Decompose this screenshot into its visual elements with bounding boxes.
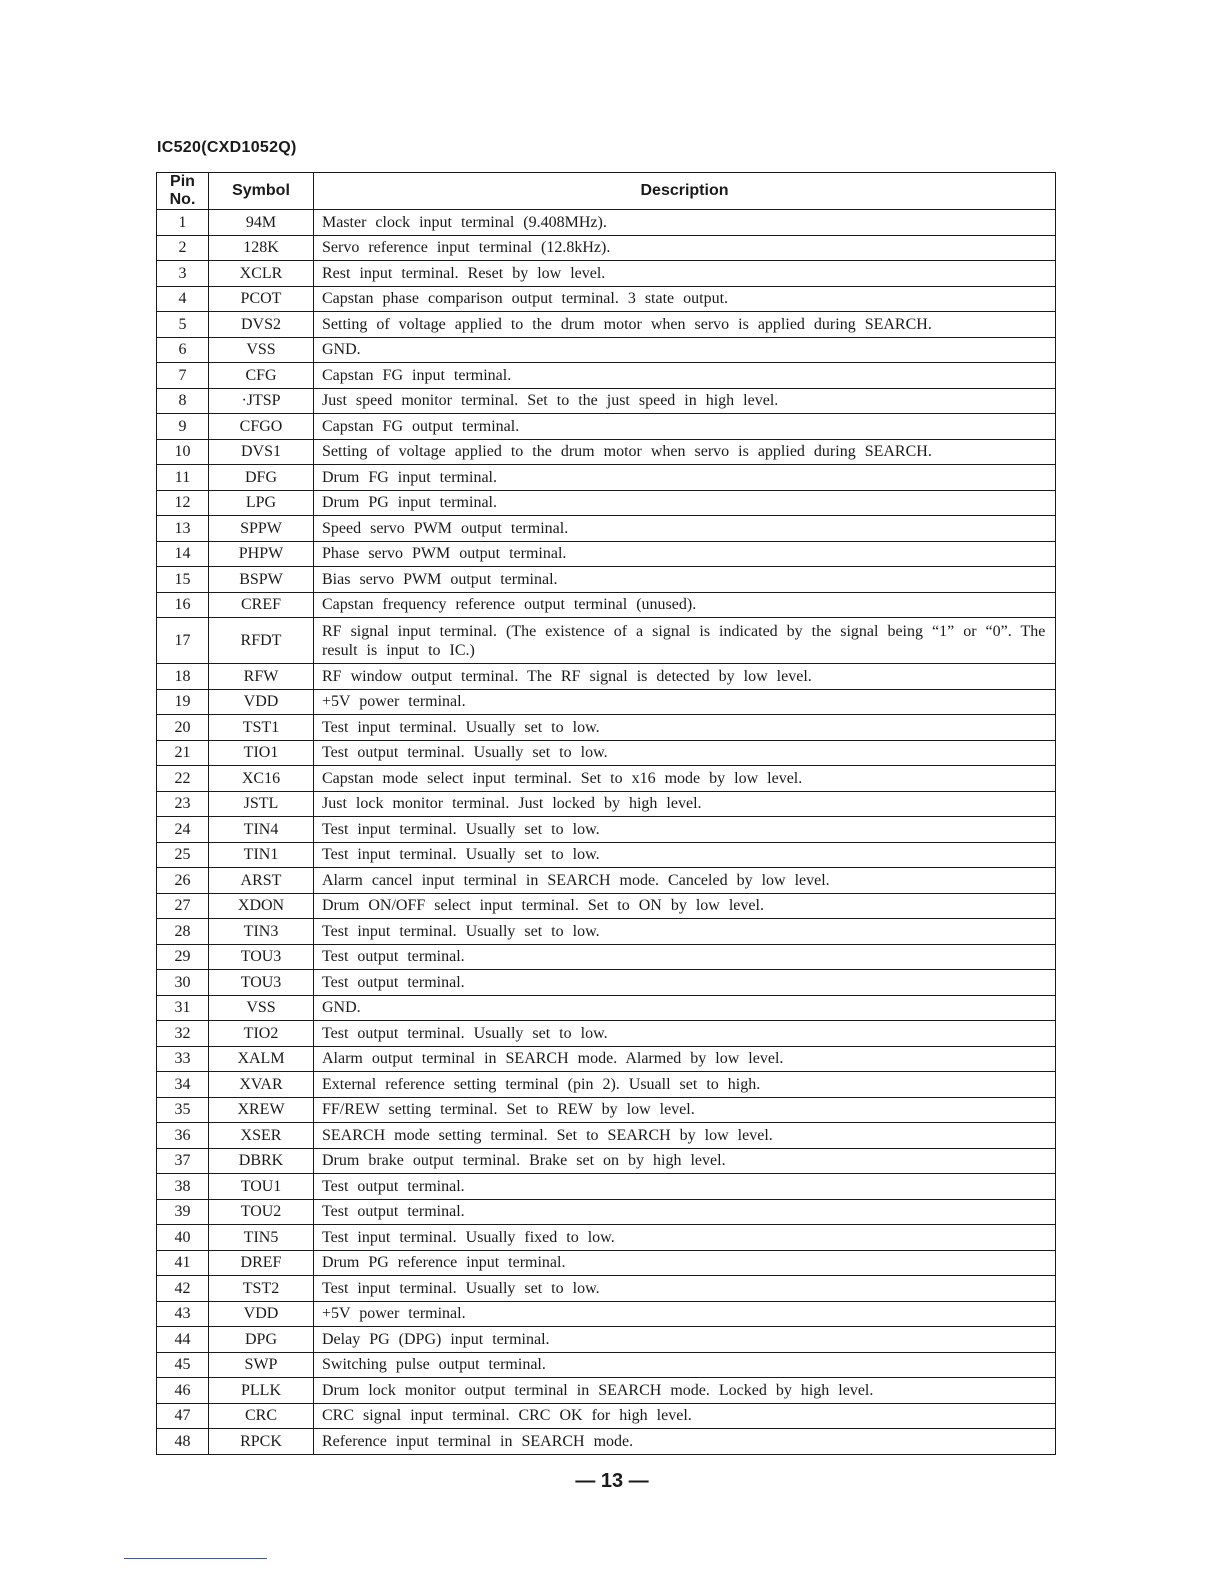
symbol-cell: VSS bbox=[209, 995, 314, 1021]
pin-number-cell: 2 bbox=[157, 235, 209, 261]
symbol-cell: PHPW bbox=[209, 541, 314, 567]
symbol-cell: RFDT bbox=[209, 618, 314, 664]
table-row bbox=[157, 1097, 1056, 1123]
table-row bbox=[157, 312, 1056, 338]
table-row bbox=[157, 1250, 1056, 1276]
symbol-cell: TIO1 bbox=[209, 740, 314, 766]
description-cell: Alarm output terminal in SEARCH mode. Alarmed by low level. bbox=[314, 1046, 1056, 1072]
description-cell: Drum FG input terminal. bbox=[314, 465, 1056, 491]
pin-number-cell: 48 bbox=[157, 1429, 209, 1455]
pin-number-cell: 15 bbox=[157, 567, 209, 593]
description-cell: Capstan mode select input terminal. Set to x16 mode by low level. bbox=[314, 766, 1056, 792]
table-row bbox=[157, 363, 1056, 389]
description-cell: Reference input terminal in SEARCH mode. bbox=[314, 1429, 1056, 1455]
table-row bbox=[157, 1021, 1056, 1047]
pin-number-cell: 39 bbox=[157, 1199, 209, 1225]
description-cell: Test output terminal. Usually set to low. bbox=[314, 1021, 1056, 1047]
symbol-cell: DFG bbox=[209, 465, 314, 491]
description-cell: Setting of voltage applied to the drum motor when servo is applied during SEARCH. bbox=[314, 312, 1056, 338]
pin-number-cell: 22 bbox=[157, 766, 209, 792]
description-cell: Rest input terminal. Reset by low level. bbox=[314, 261, 1056, 287]
description-cell: Drum PG input terminal. bbox=[314, 490, 1056, 516]
symbol-cell: SWP bbox=[209, 1352, 314, 1378]
description-cell: Alarm cancel input terminal in SEARCH mode. Canceled by low level. bbox=[314, 868, 1056, 894]
description-cell: Drum lock monitor output terminal in SEARCH mode. Locked by high level. bbox=[314, 1378, 1056, 1404]
table-row bbox=[157, 689, 1056, 715]
table-row bbox=[157, 618, 1056, 664]
pin-number-cell: 7 bbox=[157, 363, 209, 389]
pin-number-cell: 45 bbox=[157, 1352, 209, 1378]
description-cell: Switching pulse output terminal. bbox=[314, 1352, 1056, 1378]
table-row bbox=[157, 919, 1056, 945]
description-cell: Capstan phase comparison output terminal. 3 state output. bbox=[314, 286, 1056, 312]
pin-number-cell: 25 bbox=[157, 842, 209, 868]
pin-no-header: Pin No. bbox=[157, 173, 209, 210]
pin-number-cell: 20 bbox=[157, 715, 209, 741]
table-row bbox=[157, 1352, 1056, 1378]
table-row bbox=[157, 817, 1056, 843]
pin-number-cell: 23 bbox=[157, 791, 209, 817]
pin-number-cell: 28 bbox=[157, 919, 209, 945]
pin-number-cell: 14 bbox=[157, 541, 209, 567]
symbol-cell: TST2 bbox=[209, 1276, 314, 1302]
page-number: — 13 — bbox=[575, 1470, 649, 1492]
pin-number-cell: 37 bbox=[157, 1148, 209, 1174]
symbol-cell: ·JTSP bbox=[209, 388, 314, 414]
pin-number-cell: 47 bbox=[157, 1403, 209, 1429]
table-row bbox=[157, 592, 1056, 618]
symbol-cell: TIO2 bbox=[209, 1021, 314, 1047]
description-cell: +5V power terminal. bbox=[314, 689, 1056, 715]
table-row bbox=[157, 1327, 1056, 1353]
pin-number-cell: 43 bbox=[157, 1301, 209, 1327]
description-cell: RF signal input terminal. (The existence of a signal is indicated by the signal being “1” or “0”. The result is input to IC.) bbox=[314, 618, 1056, 664]
table-row bbox=[157, 1429, 1056, 1455]
pin-number-cell: 35 bbox=[157, 1097, 209, 1123]
footer-link-underline bbox=[124, 1558, 267, 1559]
symbol-cell: VDD bbox=[209, 1301, 314, 1327]
section-title: IC520(CXD1052Q) bbox=[157, 139, 297, 156]
pin-number-cell: 3 bbox=[157, 261, 209, 287]
table-row bbox=[157, 766, 1056, 792]
symbol-cell: DVS2 bbox=[209, 312, 314, 338]
symbol-cell: TIN4 bbox=[209, 817, 314, 843]
table-row bbox=[157, 235, 1056, 261]
symbol-cell: XREW bbox=[209, 1097, 314, 1123]
table-row bbox=[157, 490, 1056, 516]
pin-number-cell: 33 bbox=[157, 1046, 209, 1072]
pin-number-cell: 6 bbox=[157, 337, 209, 363]
symbol-cell: XC16 bbox=[209, 766, 314, 792]
pin-number-cell: 13 bbox=[157, 516, 209, 542]
description-cell: GND. bbox=[314, 995, 1056, 1021]
symbol-cell: TIN3 bbox=[209, 919, 314, 945]
symbol-cell: TOU1 bbox=[209, 1174, 314, 1200]
pin-number-cell: 1 bbox=[157, 210, 209, 236]
table-row bbox=[157, 1046, 1056, 1072]
description-cell: Speed servo PWM output terminal. bbox=[314, 516, 1056, 542]
pin-number-cell: 44 bbox=[157, 1327, 209, 1353]
description-cell: Drum ON/OFF select input terminal. Set to ON by low level. bbox=[314, 893, 1056, 919]
table-row bbox=[157, 791, 1056, 817]
symbol-cell: ARST bbox=[209, 868, 314, 894]
description-cell: Drum brake output terminal. Brake set on by high level. bbox=[314, 1148, 1056, 1174]
description-cell: Test output terminal. bbox=[314, 1174, 1056, 1200]
description-cell: RF window output terminal. The RF signal is detected by low level. bbox=[314, 664, 1056, 690]
pin-number-cell: 38 bbox=[157, 1174, 209, 1200]
symbol-cell: CRC bbox=[209, 1403, 314, 1429]
symbol-cell: RFW bbox=[209, 664, 314, 690]
description-header: Description bbox=[314, 173, 1056, 210]
symbol-cell: DVS1 bbox=[209, 439, 314, 465]
pin-number-cell: 32 bbox=[157, 1021, 209, 1047]
description-cell: Capstan FG output terminal. bbox=[314, 414, 1056, 440]
symbol-cell: TOU3 bbox=[209, 970, 314, 996]
description-cell: Test input terminal. Usually set to low. bbox=[314, 715, 1056, 741]
symbol-cell: 94M bbox=[209, 210, 314, 236]
pin-number-cell: 29 bbox=[157, 944, 209, 970]
pin-number-cell: 8 bbox=[157, 388, 209, 414]
pin-number-cell: 9 bbox=[157, 414, 209, 440]
table-row bbox=[157, 439, 1056, 465]
table-row bbox=[157, 842, 1056, 868]
table-header-row bbox=[157, 173, 1056, 210]
table-row bbox=[157, 388, 1056, 414]
description-cell: Test output terminal. bbox=[314, 970, 1056, 996]
table-row bbox=[157, 1276, 1056, 1302]
symbol-header: Symbol bbox=[209, 173, 314, 210]
symbol-cell: TST1 bbox=[209, 715, 314, 741]
table-row bbox=[157, 1403, 1056, 1429]
symbol-cell: XVAR bbox=[209, 1072, 314, 1098]
symbol-cell: PCOT bbox=[209, 286, 314, 312]
description-cell: Drum PG reference input terminal. bbox=[314, 1250, 1056, 1276]
description-cell: Just speed monitor terminal. Set to the just speed in high level. bbox=[314, 388, 1056, 414]
symbol-cell: XSER bbox=[209, 1123, 314, 1149]
pin-number-cell: 12 bbox=[157, 490, 209, 516]
table-row bbox=[157, 715, 1056, 741]
table-row bbox=[157, 516, 1056, 542]
pin-number-cell: 26 bbox=[157, 868, 209, 894]
table-row bbox=[157, 567, 1056, 593]
symbol-cell: CREF bbox=[209, 592, 314, 618]
pin-number-cell: 18 bbox=[157, 664, 209, 690]
description-cell: External reference setting terminal (pin 2). Usuall set to high. bbox=[314, 1072, 1056, 1098]
symbol-cell: TIN1 bbox=[209, 842, 314, 868]
symbol-cell: LPG bbox=[209, 490, 314, 516]
symbol-cell: DBRK bbox=[209, 1148, 314, 1174]
pin-number-cell: 10 bbox=[157, 439, 209, 465]
table-row bbox=[157, 210, 1056, 236]
pin-number-cell: 11 bbox=[157, 465, 209, 491]
description-cell: Test input terminal. Usually set to low. bbox=[314, 1276, 1056, 1302]
pin-number-cell: 36 bbox=[157, 1123, 209, 1149]
pin-number-cell: 42 bbox=[157, 1276, 209, 1302]
pin-number-cell: 40 bbox=[157, 1225, 209, 1251]
pin-number-cell: 24 bbox=[157, 817, 209, 843]
pin-number-cell: 21 bbox=[157, 740, 209, 766]
symbol-cell: DPG bbox=[209, 1327, 314, 1353]
table-row bbox=[157, 970, 1056, 996]
table-row bbox=[157, 1301, 1056, 1327]
description-cell: Setting of voltage applied to the drum motor when servo is applied during SEARCH. bbox=[314, 439, 1056, 465]
pin-number-cell: 30 bbox=[157, 970, 209, 996]
table-row bbox=[157, 541, 1056, 567]
symbol-cell: VSS bbox=[209, 337, 314, 363]
description-cell: Test input terminal. Usually set to low. bbox=[314, 842, 1056, 868]
table-body bbox=[157, 210, 1056, 1455]
description-cell: Test input terminal. Usually fixed to low. bbox=[314, 1225, 1056, 1251]
table-row bbox=[157, 286, 1056, 312]
table-row bbox=[157, 337, 1056, 363]
table-row bbox=[157, 944, 1056, 970]
pin-number-cell: 4 bbox=[157, 286, 209, 312]
symbol-cell: XALM bbox=[209, 1046, 314, 1072]
description-cell: CRC signal input terminal. CRC OK for high level. bbox=[314, 1403, 1056, 1429]
description-cell: Capstan FG input terminal. bbox=[314, 363, 1056, 389]
table-row bbox=[157, 1148, 1056, 1174]
symbol-cell: XDON bbox=[209, 893, 314, 919]
table-row bbox=[157, 868, 1056, 894]
description-cell: Delay PG (DPG) input terminal. bbox=[314, 1327, 1056, 1353]
pin-number-cell: 34 bbox=[157, 1072, 209, 1098]
description-cell: Test output terminal. bbox=[314, 1199, 1056, 1225]
table-row bbox=[157, 1123, 1056, 1149]
symbol-cell: TIN5 bbox=[209, 1225, 314, 1251]
description-cell: Test input terminal. Usually set to low. bbox=[314, 919, 1056, 945]
table-row bbox=[157, 1072, 1056, 1098]
table-row bbox=[157, 1225, 1056, 1251]
symbol-cell: SPPW bbox=[209, 516, 314, 542]
symbol-cell: DREF bbox=[209, 1250, 314, 1276]
description-cell: Phase servo PWM output terminal. bbox=[314, 541, 1056, 567]
description-cell: Servo reference input terminal (12.8kHz). bbox=[314, 235, 1056, 261]
pin-number-cell: 41 bbox=[157, 1250, 209, 1276]
symbol-cell: VDD bbox=[209, 689, 314, 715]
description-cell: GND. bbox=[314, 337, 1056, 363]
symbol-cell: BSPW bbox=[209, 567, 314, 593]
pin-number-cell: 17 bbox=[157, 618, 209, 664]
description-cell: Capstan frequency reference output terminal (unused). bbox=[314, 592, 1056, 618]
table-row bbox=[157, 664, 1056, 690]
pin-number-cell: 19 bbox=[157, 689, 209, 715]
pin-description-table bbox=[156, 172, 1056, 1455]
description-cell: Just lock monitor terminal. Just locked by high level. bbox=[314, 791, 1056, 817]
table-row bbox=[157, 995, 1056, 1021]
description-cell: Bias servo PWM output terminal. bbox=[314, 567, 1056, 593]
table-row bbox=[157, 893, 1056, 919]
symbol-cell: CFG bbox=[209, 363, 314, 389]
pin-number-cell: 27 bbox=[157, 893, 209, 919]
table-row bbox=[157, 1378, 1056, 1404]
pin-number-cell: 46 bbox=[157, 1378, 209, 1404]
symbol-cell: 128K bbox=[209, 235, 314, 261]
description-cell: FF/REW setting terminal. Set to REW by low level. bbox=[314, 1097, 1056, 1123]
description-cell: +5V power terminal. bbox=[314, 1301, 1056, 1327]
description-cell: Test output terminal. bbox=[314, 944, 1056, 970]
table-row bbox=[157, 1174, 1056, 1200]
symbol-cell: CFGO bbox=[209, 414, 314, 440]
symbol-cell: XCLR bbox=[209, 261, 314, 287]
description-cell: SEARCH mode setting terminal. Set to SEARCH by low level. bbox=[314, 1123, 1056, 1149]
symbol-cell: RPCK bbox=[209, 1429, 314, 1455]
symbol-cell: PLLK bbox=[209, 1378, 314, 1404]
pin-number-cell: 5 bbox=[157, 312, 209, 338]
table-row bbox=[157, 414, 1056, 440]
table-row bbox=[157, 261, 1056, 287]
pin-number-cell: 16 bbox=[157, 592, 209, 618]
pin-number-cell: 31 bbox=[157, 995, 209, 1021]
symbol-cell: TOU2 bbox=[209, 1199, 314, 1225]
description-cell: Master clock input terminal (9.408MHz). bbox=[314, 210, 1056, 236]
table-row bbox=[157, 740, 1056, 766]
table-row bbox=[157, 465, 1056, 491]
description-cell: Test input terminal. Usually set to low. bbox=[314, 817, 1056, 843]
description-cell: Test output terminal. Usually set to low. bbox=[314, 740, 1056, 766]
symbol-cell: TOU3 bbox=[209, 944, 314, 970]
symbol-cell: JSTL bbox=[209, 791, 314, 817]
table-row bbox=[157, 1199, 1056, 1225]
